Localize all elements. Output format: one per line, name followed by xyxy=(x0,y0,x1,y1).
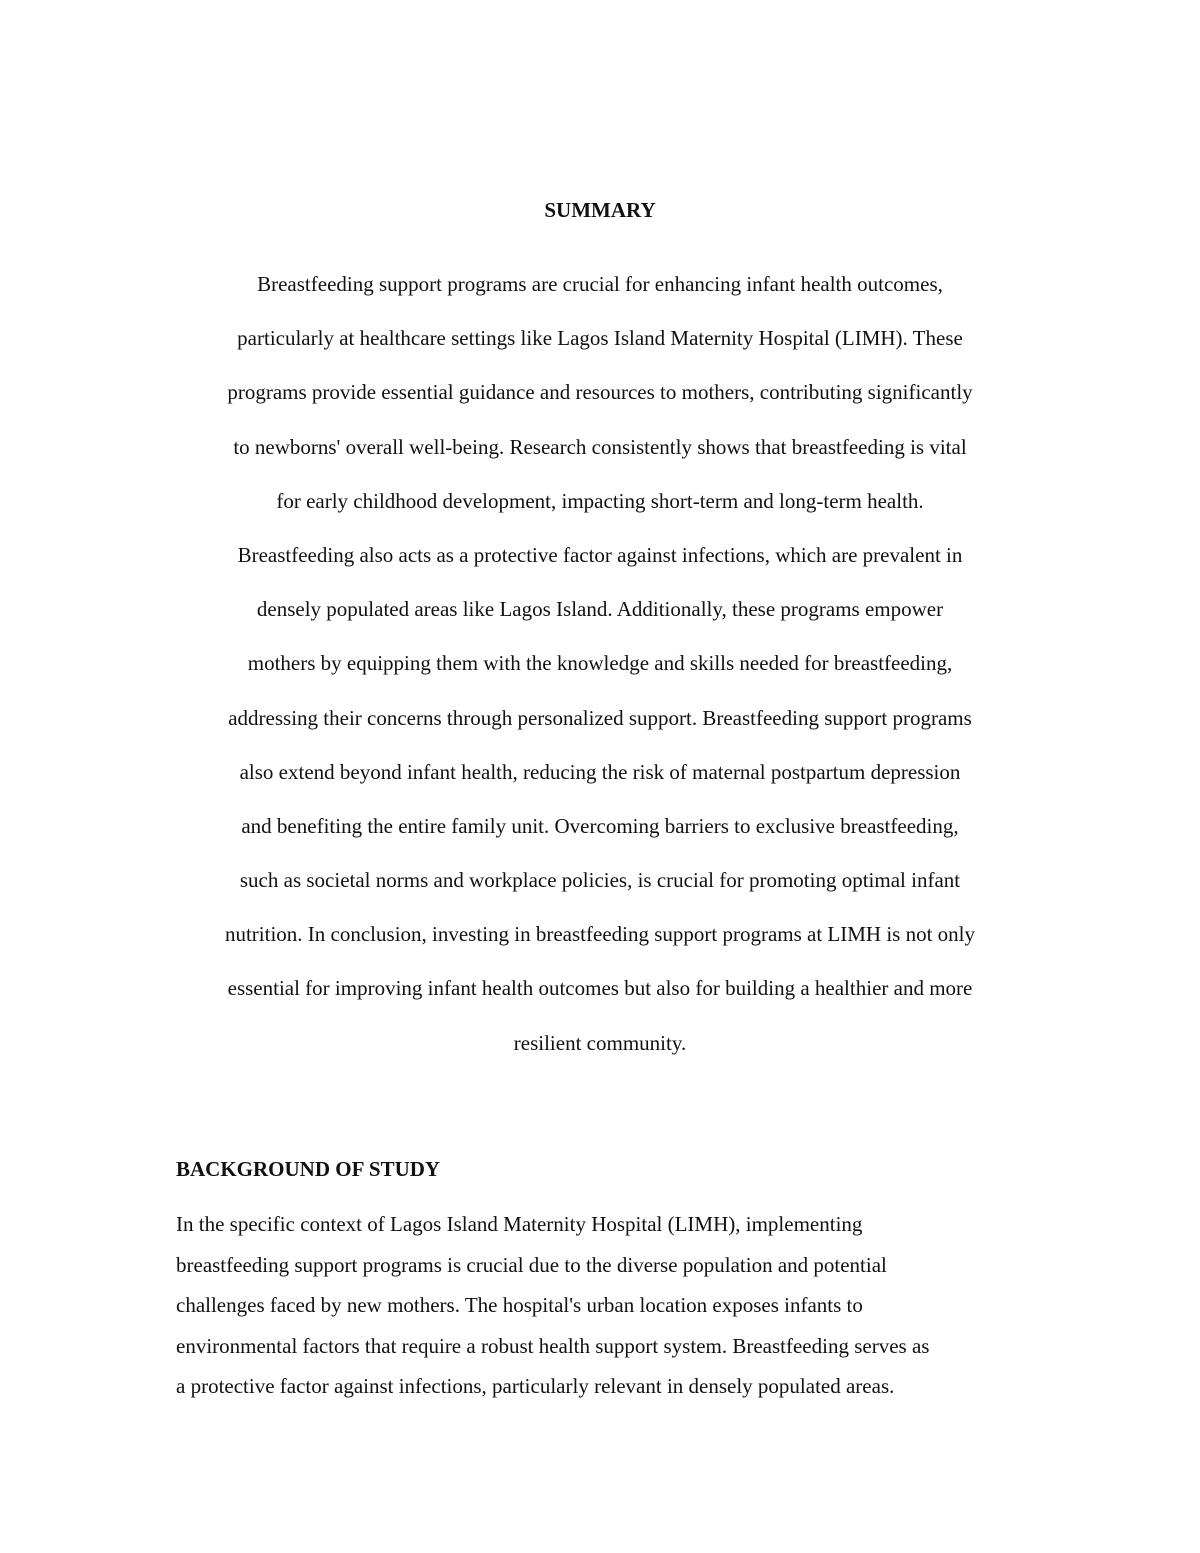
background-line: challenges faced by new mothers. The hospital's urban location exposes infants to xyxy=(176,1293,863,1317)
background-line: environmental factors that require a robust health support system. Breastfeeding serves as xyxy=(176,1333,930,1358)
summary-line: nutrition. In conclusion, investing in breastfeeding support programs at LIMH is not only xyxy=(224,922,976,947)
background-line: In the specific context of Lagos Island Maternity Hospital (LIMH), implementing xyxy=(176,1212,863,1236)
summary-line: also extend beyond infant health, reducing the risk of maternal postpartum depression xyxy=(239,759,961,784)
summary-line: particularly at healthcare settings like Lagos Island Maternity Hospital (LIMH). These xyxy=(237,326,963,351)
summary-heading: SUMMARY xyxy=(544,198,656,222)
summary-line: programs provide essential guidance and resources to mothers, contributing significantly xyxy=(227,380,973,405)
summary-line: such as societal norms and workplace policies, is crucial for promoting optimal infant xyxy=(239,868,961,893)
summary-line: addressing their concerns through personalized support. Breastfeeding support programs xyxy=(228,705,972,730)
summary-line: for early childhood development, impacting short-term and long-term health. xyxy=(276,488,924,513)
summary-paragraph xyxy=(176,270,1024,1083)
background-paragraph xyxy=(176,1210,1036,1413)
summary-line: Breastfeeding support programs are crucial for enhancing infant health outcomes, xyxy=(257,272,943,296)
summary-line: resilient community. xyxy=(513,1030,687,1055)
summary-line: essential for improving infant health outcomes but also for building a healthier and more xyxy=(227,976,973,1001)
summary-line: to newborns' overall well-being. Research consistently shows that breastfeeding is vital xyxy=(233,434,967,459)
background-heading: BACKGROUND OF STUDY xyxy=(176,1157,441,1181)
summary-line: and benefiting the entire family unit. Overcoming barriers to exclusive breastfeeding, xyxy=(241,813,959,838)
background-line: a protective factor against infections, particularly relevant in densely populated areas. xyxy=(176,1374,895,1398)
background-line: breastfeeding support programs is crucial due to the diverse population and potential xyxy=(176,1252,887,1277)
summary-line: mothers by equipping them with the knowledge and skills needed for breastfeeding, xyxy=(247,651,953,676)
summary-line: Breastfeeding also acts as a protective factor against infections, which are prevalent in xyxy=(237,542,963,567)
summary-line: densely populated areas like Lagos Island. Additionally, these programs empower xyxy=(256,597,944,622)
